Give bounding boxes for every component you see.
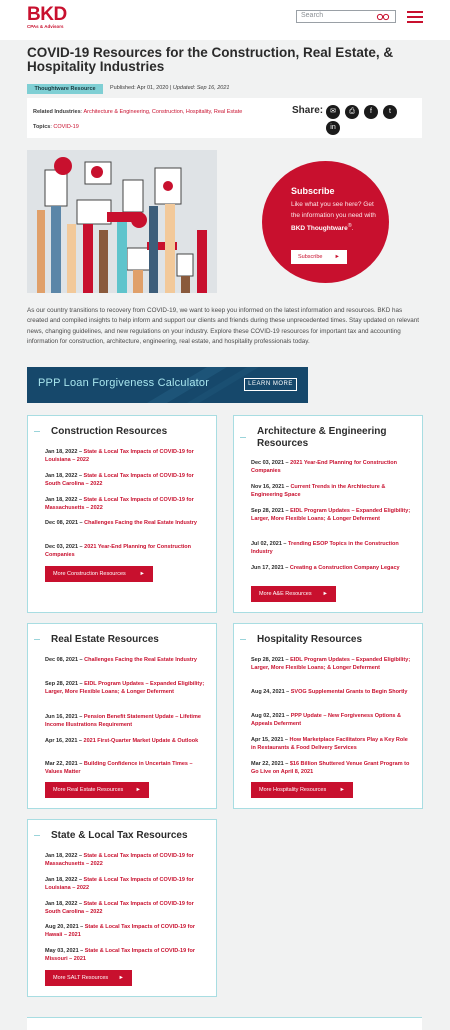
list-item[interactable] [45, 760, 205, 776]
item-date: Jan 18, 2022 – [45, 449, 84, 455]
learn-more-button[interactable]: LEARN MORE [244, 378, 297, 391]
item-link[interactable]: SVOG Supplemental Grants to Begin Shortly [290, 689, 408, 695]
list-item[interactable] [251, 712, 411, 728]
twitter-icon[interactable]: t [383, 105, 397, 119]
item-date: Dec 08, 2021 – [45, 657, 85, 663]
logo-tagline: CPAs & Advisors [27, 24, 64, 29]
hands-with-phones-illustration [27, 150, 217, 293]
item-link[interactable]: $16 Billion Shuttered Venue Grant Program to Go Live on April 8, 2021 [251, 761, 410, 775]
industries-label: Related Industries [33, 109, 81, 115]
item-date: Jul 02, 2021 – [251, 541, 288, 547]
list-item[interactable] [45, 448, 205, 464]
search-placeholder: Search [301, 12, 324, 19]
list-item[interactable] [45, 543, 205, 559]
list-item[interactable] [45, 947, 205, 963]
card-title: Hospitality Resources [257, 634, 363, 645]
salt-resources-card [27, 819, 217, 997]
item-link[interactable]: 2021 First-Quarter Market Update & Outlook [83, 738, 199, 744]
item-date: Apr 15, 2021 – [251, 737, 290, 743]
list-item[interactable] [45, 713, 205, 729]
subscribe-body-text: Like what you see here? Get the information you need with [291, 201, 376, 219]
item-link[interactable]: Trending ESOP Topics in the Construction Industry [251, 541, 399, 555]
item-link[interactable]: Challenges Facing the Real Estate Industry [84, 520, 197, 526]
industries-links[interactable]: Architecture & Engineering, Construction, Hospitality, Real Estate [83, 109, 243, 115]
date-separator: | [168, 85, 173, 91]
item-link[interactable]: State & Local Tax Impacts of COVID-19 for Massachusetts – 2022 [45, 853, 194, 867]
list-item[interactable] [45, 900, 205, 916]
card-accent-dash [240, 639, 246, 640]
registered-mark: ® [347, 223, 352, 229]
button-label: More Construction Resources [53, 571, 126, 577]
subscribe-button[interactable] [291, 250, 347, 264]
item-link[interactable]: EIDL Program Updates – Expanded Eligibility; Larger, More Flexible Loans; & Longer Deferment [45, 681, 205, 695]
related-industries: Related Industries: Architecture & Engineering, Construction, Hospitality, Real Estate [33, 109, 243, 115]
item-date: Aug 02, 2021 – [251, 713, 291, 719]
card-title: Architecture & Engineering Resources [257, 426, 387, 449]
list-item[interactable] [251, 540, 411, 556]
item-link[interactable]: 2021 Year-End Planning for Construction Companies [251, 460, 398, 474]
topics: Topics: COVID-19 [33, 124, 79, 130]
item-date: Aug 24, 2021 – [251, 689, 291, 695]
item-link[interactable]: State & Local Tax Impacts of COVID-19 for Hawaii – 2021 [45, 924, 195, 938]
item-link[interactable]: Current Trends in the Architecture & Engineering Space [251, 484, 386, 498]
item-link[interactable]: State & Local Tax Impacts of COVID-19 for Louisiana – 2022 [45, 449, 194, 463]
ae-resources-card [233, 415, 423, 613]
next-section-edge [27, 1017, 422, 1030]
item-date: Aug 20, 2021 – [45, 924, 85, 930]
card-accent-dash [34, 835, 40, 836]
share-label: Share: [292, 105, 324, 116]
button-label: More SALT Resources [53, 975, 109, 981]
arrow-right-icon: ► [139, 571, 145, 577]
item-link[interactable]: How Marketplace Facilitators Play a Key Role in Restaurants & Food Delivery Services [251, 737, 408, 751]
card-title: State & Local Tax Resources [51, 830, 188, 841]
item-date: Sep 28, 2021 – [251, 657, 291, 663]
item-date: Sep 28, 2021 – [45, 681, 85, 687]
list-item[interactable] [251, 507, 411, 523]
item-date: Jan 18, 2022 – [45, 497, 84, 503]
item-date: Jan 18, 2022 – [45, 473, 84, 479]
construction-resources-card [27, 415, 217, 613]
hamburger-menu-icon[interactable] [407, 11, 423, 23]
subscribe-promo [262, 161, 389, 283]
item-date: Dec 03, 2021 – [251, 460, 291, 466]
facebook-icon[interactable]: f [364, 105, 378, 119]
item-date: Mar 22, 2021 – [251, 761, 290, 767]
list-item[interactable] [251, 656, 411, 672]
button-label: More Hospitality Resources [259, 787, 327, 793]
card-accent-dash [34, 431, 40, 432]
list-item[interactable] [45, 680, 205, 696]
list-item[interactable] [45, 496, 205, 512]
updated-date: Updated: Sep 16, 2021 [172, 85, 230, 91]
list-item[interactable] [251, 688, 411, 696]
topic-link[interactable]: COVID-19 [53, 124, 79, 130]
item-date: Dec 08, 2021 – [45, 520, 85, 526]
list-item[interactable] [45, 519, 205, 527]
published-date: Published: Apr 01, 2020 [110, 85, 169, 91]
topics-label: Topics [33, 124, 51, 130]
item-link[interactable]: Building Confidence in Uncertain Times – Values Matter [45, 761, 193, 775]
item-link[interactable]: State & Local Tax Impacts of COVID-19 for Massachusetts – 2022 [45, 497, 194, 511]
real-estate-resources-card [27, 623, 217, 809]
arrow-right-icon: ► [135, 787, 141, 793]
list-item[interactable] [45, 737, 205, 745]
item-link[interactable]: 2021 Year-End Planning for Construction Companies [45, 544, 192, 558]
hospitality-resources-card [233, 623, 423, 809]
more-ae-button[interactable] [251, 586, 336, 602]
item-date: Jun 16, 2021 – [45, 714, 84, 720]
item-date: Jan 18, 2022 – [45, 877, 84, 883]
item-date: May 03, 2021 – [45, 948, 85, 954]
item-date: Jan 18, 2022 – [45, 853, 84, 859]
ppp-calculator-banner[interactable] [27, 367, 308, 403]
intro-paragraph: As our country transitions to recovery from COVID-19, we want to keep you informed on the latest information and resources. BKD has created and compiled insights to help inform and support our clients and friends during these unprecedented times. Stay updated on relevant news, changing guidelines, and new regulations on your industry. Explore these COVID-19 resources for important tax and accounting information for construction, architecture, engineering, real estate, and hospitality professionals today. [27, 307, 420, 345]
item-link[interactable]: Challenges Facing the Real Estate Industry [84, 657, 197, 663]
arrow-right-icon: ► [339, 787, 345, 793]
subscribe-description [291, 200, 381, 235]
list-item[interactable] [45, 472, 205, 488]
item-date: Jan 18, 2022 – [45, 901, 84, 907]
more-construction-button[interactable] [45, 566, 153, 582]
list-item[interactable] [251, 564, 411, 572]
list-item[interactable] [45, 656, 205, 664]
item-date: Dec 03, 2021 – [45, 544, 85, 550]
subscribe-button-label: Subscribe [298, 254, 323, 260]
item-link[interactable]: Creating a Construction Company Legacy [289, 565, 400, 571]
list-item[interactable] [251, 736, 411, 752]
email-icon[interactable]: ✉ [326, 105, 340, 119]
publish-dates [110, 85, 229, 91]
list-item[interactable] [251, 483, 411, 499]
item-link[interactable]: EIDL Program Updates – Expanded Eligibility; Larger, More Flexible Loans; & Longer Deferment [251, 508, 411, 522]
list-item[interactable] [45, 876, 205, 892]
item-link[interactable]: EIDL Program Updates – Expanded Eligibility; Larger, More Flexible Loans; & Longer Deferment [251, 657, 411, 671]
list-item[interactable] [251, 459, 411, 475]
item-link[interactable]: State & Local Tax Impacts of COVID-19 for South Carolina – 2022 [45, 901, 194, 915]
search-input[interactable] [296, 10, 396, 23]
bkd-logo[interactable] [27, 6, 67, 29]
item-link[interactable]: State & Local Tax Impacts of COVID-19 for Louisiana – 2022 [45, 877, 194, 891]
list-item[interactable] [45, 852, 205, 868]
item-date: Mar 22, 2021 – [45, 761, 84, 767]
card-accent-dash [240, 437, 246, 438]
item-date: Jun 17, 2021 – [251, 565, 290, 571]
hero-illustration [27, 150, 217, 293]
list-item[interactable] [251, 760, 411, 776]
arrow-right-icon: ► [118, 975, 124, 981]
content-type-badge[interactable]: Thoughtware Resource [27, 84, 103, 94]
more-hospitality-button[interactable] [251, 782, 353, 798]
arrow-right-icon: ► [334, 254, 340, 260]
subscribe-body-end: . [351, 225, 354, 233]
item-date: Nov 16, 2021 – [251, 484, 291, 490]
more-salt-button[interactable] [45, 970, 132, 986]
more-real-estate-button[interactable] [45, 782, 149, 798]
item-link[interactable]: Pension Benefit Statement Update – Lifetime Income Illustrations Requirement [45, 714, 201, 728]
page-title: COVID-19 Resources for the Construction, Real Estate, & Hospitality Industries [27, 45, 394, 74]
top-bar [0, 0, 450, 40]
search-icon[interactable] [376, 13, 390, 21]
logo-wordmark: BKD [27, 4, 67, 25]
item-link[interactable]: PPP Update – New Forgiveness Options & Appeals Deferment [251, 713, 401, 727]
subscribe-brand: BKD Thoughtware [291, 225, 348, 233]
button-label: More Real Estate Resources [53, 787, 124, 793]
list-item[interactable] [45, 923, 205, 939]
button-label: More A&E Resources [259, 591, 312, 597]
arrow-right-icon: ► [322, 591, 328, 597]
item-link[interactable]: State & Local Tax Impacts of COVID-19 for Missouri – 2021 [45, 948, 195, 962]
linkedin-icon[interactable]: in [326, 121, 340, 135]
subscribe-title: Subscribe [291, 186, 335, 196]
article-meta [27, 98, 422, 138]
card-title: Construction Resources [51, 426, 168, 437]
card-accent-dash [34, 639, 40, 640]
item-link[interactable]: State & Local Tax Impacts of COVID-19 for South Carolina – 2022 [45, 473, 194, 487]
card-title: Real Estate Resources [51, 634, 159, 645]
print-icon[interactable]: ⎙ [345, 105, 359, 119]
item-date: Apr 16, 2021 – [45, 738, 84, 744]
item-date: Sep 28, 2021 – [251, 508, 291, 514]
banner-title: PPP Loan Forgiveness Calculator [38, 377, 210, 389]
